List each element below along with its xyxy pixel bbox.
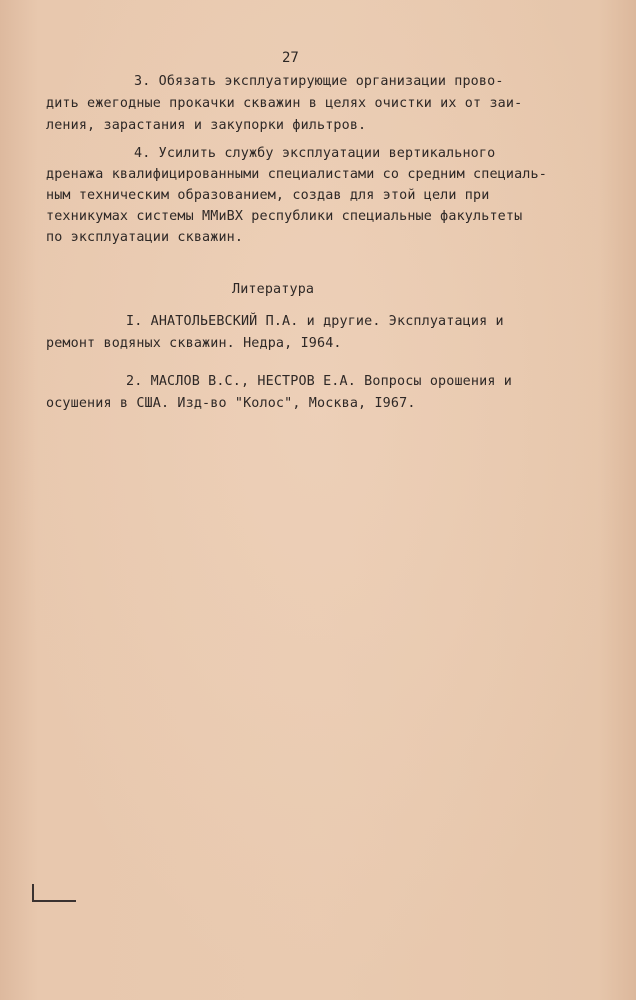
reference-2-line-1: 2. МАСЛОВ В.С., НЕСТРОВ Е.А. Вопросы орошения и (126, 374, 512, 389)
paragraph-4-line-2: дренажа квалифицированными специалистами со средним специаль- (46, 167, 547, 182)
margin-mark-horizontal (32, 900, 76, 902)
reference-1-line-1: I. АНАТОЛЬЕВСКИЙ П.А. и другие. Эксплуатация и (126, 314, 504, 329)
paragraph-4-line-1: 4. Усилить службу эксплуатации вертикального (134, 146, 496, 161)
page-number: 27 (282, 50, 299, 66)
references-heading: Литература (232, 282, 315, 297)
reference-1-line-2: ремонт водяных скважин. Недра, I964. (46, 336, 342, 351)
paragraph-4-line-5: по эксплуатации скважин. (46, 230, 244, 245)
paragraph-3-line-3: ления, зарастания и закупорки фильтров. (46, 118, 367, 133)
paragraph-3-line-2: дить ежегодные прокачки скважин в целях очистки их от заи- (46, 96, 523, 111)
paragraph-4-line-4: техникумах системы ММиВХ республики специальные факультеты (46, 209, 523, 224)
paragraph-3-line-1: 3. Обязать эксплуатирующие организации прово- (134, 74, 504, 89)
paragraph-4-line-3: ным техническим образованием, создав для этой цели при (46, 188, 490, 203)
reference-2-line-2: осушения в США. Изд-во "Колос", Москва, I967. (46, 396, 416, 411)
